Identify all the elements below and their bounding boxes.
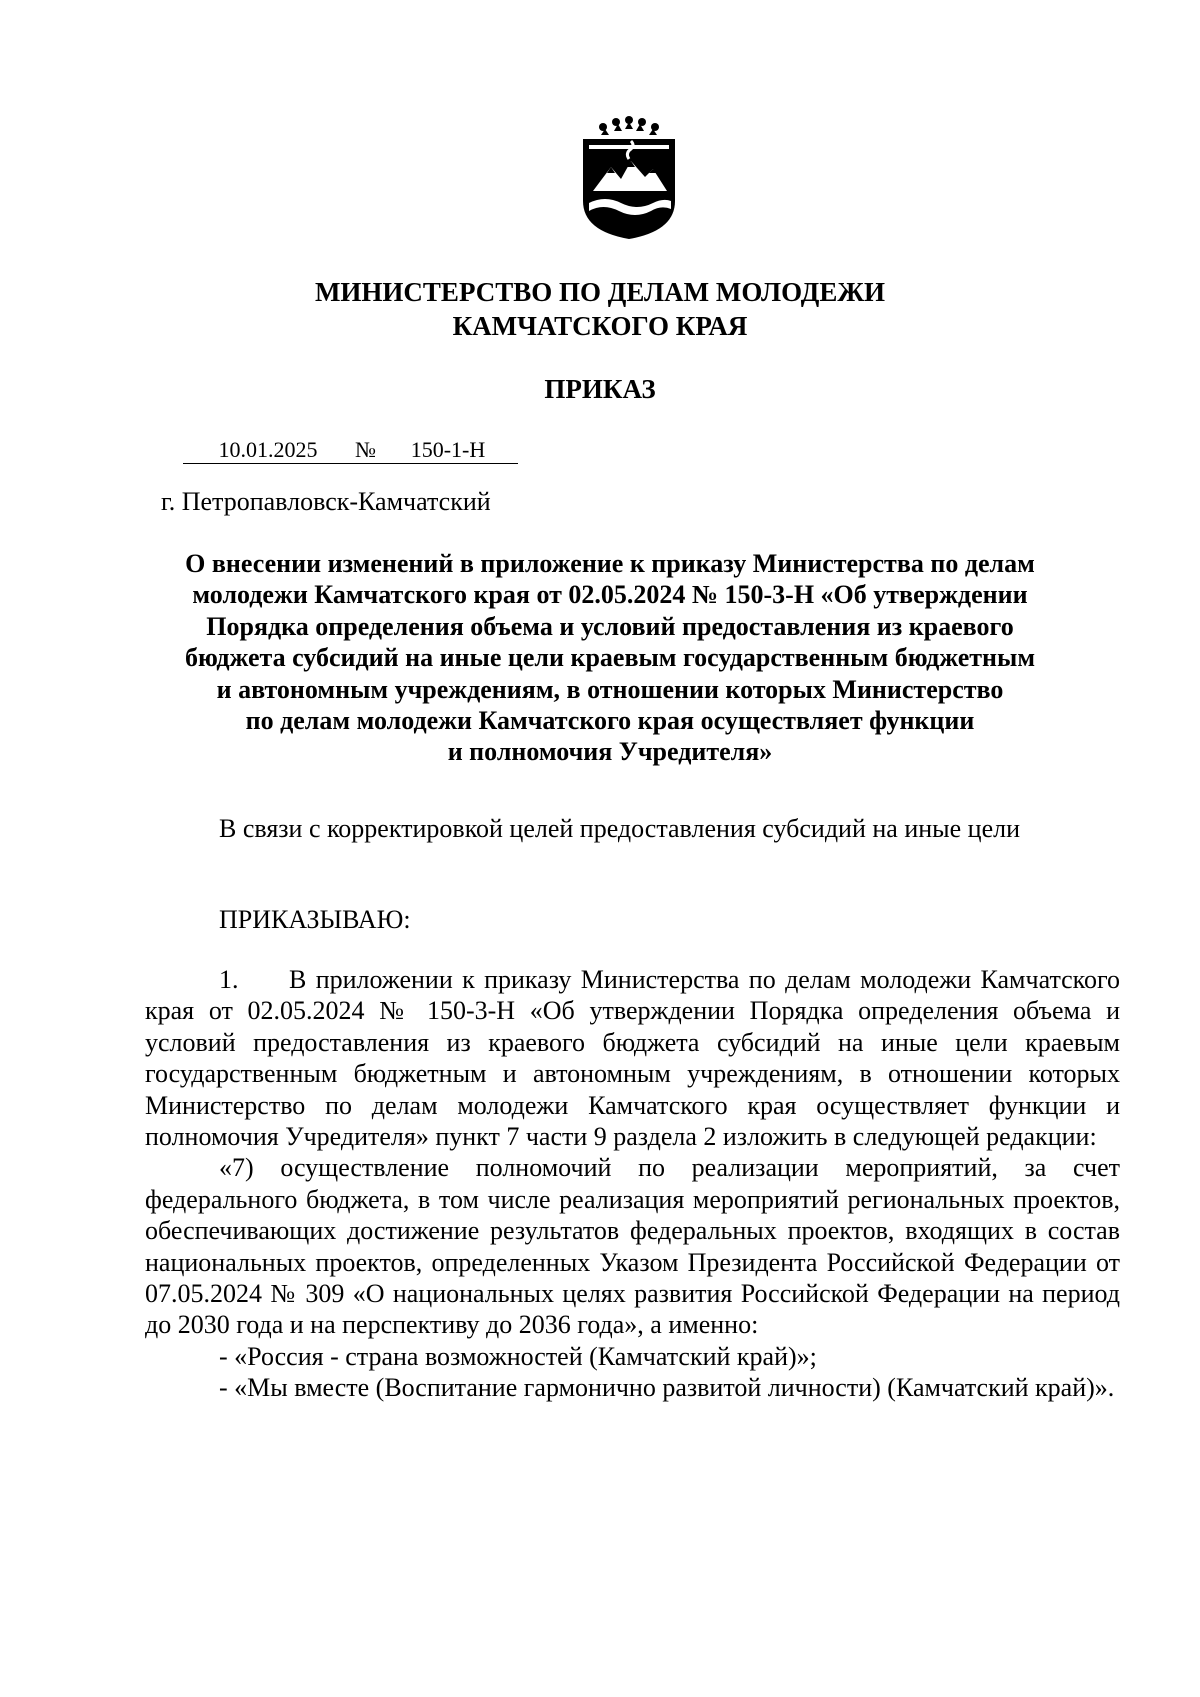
document-body — [145, 964, 1120, 1404]
item-number: 1. — [219, 965, 239, 994]
title-line: по делам молодежи Камчатского края осуществляет функции — [245, 706, 975, 736]
bullet-item: - «Россия - страна возможностей (Камчатский край)»; — [219, 1341, 817, 1371]
document-title — [150, 548, 1070, 768]
title-line: Порядка определения объема и условий предоставления из краевого — [206, 611, 1014, 641]
title-line: и полномочия Учредителя» — [447, 737, 773, 767]
bullet-item: - «Мы вместе (Воспитание гармонично развитой личности) (Камчатский край)». — [219, 1373, 1115, 1403]
item-1-text: В приложении к приказу Министерства по делам молодежи Камчатского края от 02.05.2024 № 150-3-Н «Об утверждении Порядка определения объема и условий предоставления из краевого бюджета субсидий на иные цели краевым государственным бюджетным и автономным учреждениям, в отношении которых Министерство по делам молодежи Камчатского края осуществляет функции и полномочия Учредителя» пункт 7 части 9 раздела 2 изложить в следующей редакции: — [145, 965, 1120, 1152]
title-line: бюджета субсидий на иные цели краевым государственным бюджетным — [184, 643, 1036, 673]
order-date: 10.01.2025 — [183, 436, 353, 464]
title-line: и автономным учреждениям, в отношении которых Министерство — [216, 674, 1004, 704]
city-name: г. Петропавловск-Камчатский — [161, 487, 491, 516]
intro-text: В связи с корректировкой целей предоставления субсидий на иные цели — [219, 814, 1021, 843]
registration-line — [183, 436, 518, 464]
document-type: ПРИКАЗ — [544, 374, 656, 404]
order-number: 150-1-Н — [378, 436, 518, 464]
number-sign: № — [355, 437, 376, 462]
ministry-name-line1: МИНИСТЕРСТВО ПО ДЕЛАМ МОЛОДЕЖИ — [314, 277, 886, 307]
order-word: ПРИКАЗЫВАЮ: — [219, 905, 411, 934]
paragraph-item-7: «7) осуществление полномочий по реализации мероприятий, за счет федерального бюджета, в том числе реализация мероприятий региональных проектов, обеспечивающих достижение результатов федеральных проектов, входящих в состав национальных проектов, определенных Указом Президента Российской Федерации от 07.05.2024 № 309 «О национальных целях развития Российской Федерации на период до 2030 года и на перспективу до 2036 года», а именно: — [145, 1153, 1120, 1340]
title-line: О внесении изменений в приложение к приказу Министерства по делам — [185, 549, 1035, 578]
kamchatka-coat-of-arms-icon — [575, 113, 683, 241]
ministry-name-line2: КАМЧАТСКОГО КРАЯ — [452, 311, 748, 341]
paragraph-item-1 — [145, 964, 1120, 1152]
title-line: молодежи Камчатского края от 02.05.2024 № 150-3-Н «Об утверждении — [192, 580, 1028, 610]
